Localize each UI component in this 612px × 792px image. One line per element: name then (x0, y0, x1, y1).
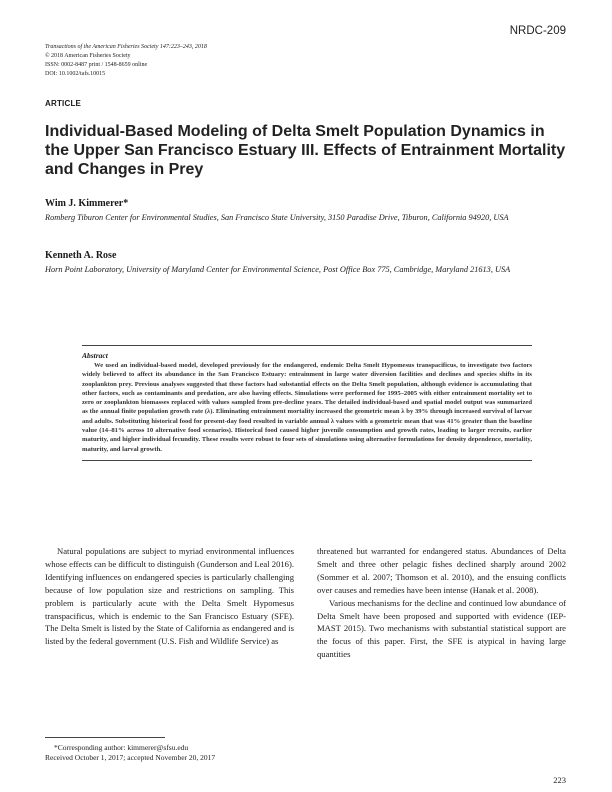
author-name: Wim J. Kimmerer* (45, 198, 129, 209)
page-number: 223 (553, 775, 566, 785)
author-affiliation: Horn Point Laboratory, University of Maryland Center for Environmental Science, Post Office Box 775, Cambridge, Maryland 21613, USA (45, 265, 511, 274)
section-label: ARTICLE (45, 99, 82, 108)
issn-line: ISSN: 0002-8487 print / 1548-8659 online (45, 62, 148, 68)
body-paragraph: Various mechanisms for the decline and continued low abundance of Delta Smelt have been proposed and supported with evidence (IEP-MAST 2015). Two mechanisms with substantial statistical support are the focus of this paper. First, the SFE is atypical in having large quantities (317, 597, 566, 660)
abstract-box (82, 345, 532, 461)
copyright-line: © 2018 American Fisheries Society (45, 53, 131, 59)
author-name: Kenneth A. Rose (45, 250, 117, 261)
body-paragraph: threatened but warranted for endangered status. Abundances of Delta Smelt and three other pelagic fishes declined sharply around 2002 (Sommer et al. 2007; Thomson et al. 2010), and the ensuing conflicts over causes and remedies have been intense (Hanak et al. 2008). (317, 546, 566, 595)
abstract-text: We used an individual-based model, developed previously for the endangered, endemic Delta Smelt Hypomesus transpacificus, to investigate two factors widely believed to affect its abundance in the San Francisco Estuary: entrainment in large water diversion facilities and declines and species shifts in its zooplankton prey. Previous analyses suggested that these factors had substantial effects on the Delta Smelt population, although evidence is accumulating that other factors, such as contaminants and predation, are also having effects. Simulations were performed for 1995–2005 with either entrainment mortality set to zero or zooplankton biomasses replaced with values sampled from pre-decline years. The detailed individual-based and spatial model output was summarized as the annual finite population growth rate (λ). Eliminating entrainment mortality increased the geometric mean λ by 39% through increased survival of larvae and adults. Substituting historical food for present-day food resulted in variable annual λ values with a geometric mean that was 41% greater than the baseline value (14–81% across 10 alternative food scenarios). Historical food caused higher juvenile consumption and growth rates, leading to larger recruits, earlier maturity, and higher individual fecundity. These results were robust to four sets of simulations using alternative formulations for density dependence, mortality, maturity, and larval growth. (82, 362, 532, 453)
body-left-column (45, 545, 294, 648)
body-right-column (317, 545, 566, 661)
received-dates: Received October 1, 2017; accepted November 20, 2017 (45, 753, 216, 762)
document-code: NRDC-209 (509, 25, 566, 37)
body-paragraph: Natural populations are subject to myriad environmental influences whose effects can be difficult to distinguish (Gunderson and Leal 2016). Identifying influences on endangered species is particularly challenging because of low population size and restrictions on sampling. This problem is particularly acute with the Delta Smelt Hypomesus transpacificus, which is endemic to the San Francisco Estuary (SFE). The Delta Smelt is listed by the State of California as endangered and is listed by the federal government (U.S. Fish and Wildlife Service) as (45, 546, 294, 647)
journal-citation: Transactions of the American Fisheries Society 147:223–243, 2018 (45, 44, 207, 50)
paper-title: Individual-Based Modeling of Delta Smelt Population Dynamics in the Upper San Francisco Estuary III. Effects of Entrainment Mortality and Changes in Prey (45, 123, 566, 178)
doi-line: DOI: 10.1002/tafs.10015 (45, 71, 106, 77)
abstract-heading: Abstract (82, 351, 108, 360)
footnote-divider (45, 737, 165, 738)
footnote (45, 743, 215, 763)
corresponding-author: *Corresponding author: kimmerer@sfsu.edu (54, 743, 189, 752)
journal-metadata (45, 43, 207, 79)
author-affiliation: Romberg Tiburon Center for Environmental Studies, San Francisco State University, 3150 Paradise Drive, Tiburon, California 94920, USA (45, 213, 509, 222)
